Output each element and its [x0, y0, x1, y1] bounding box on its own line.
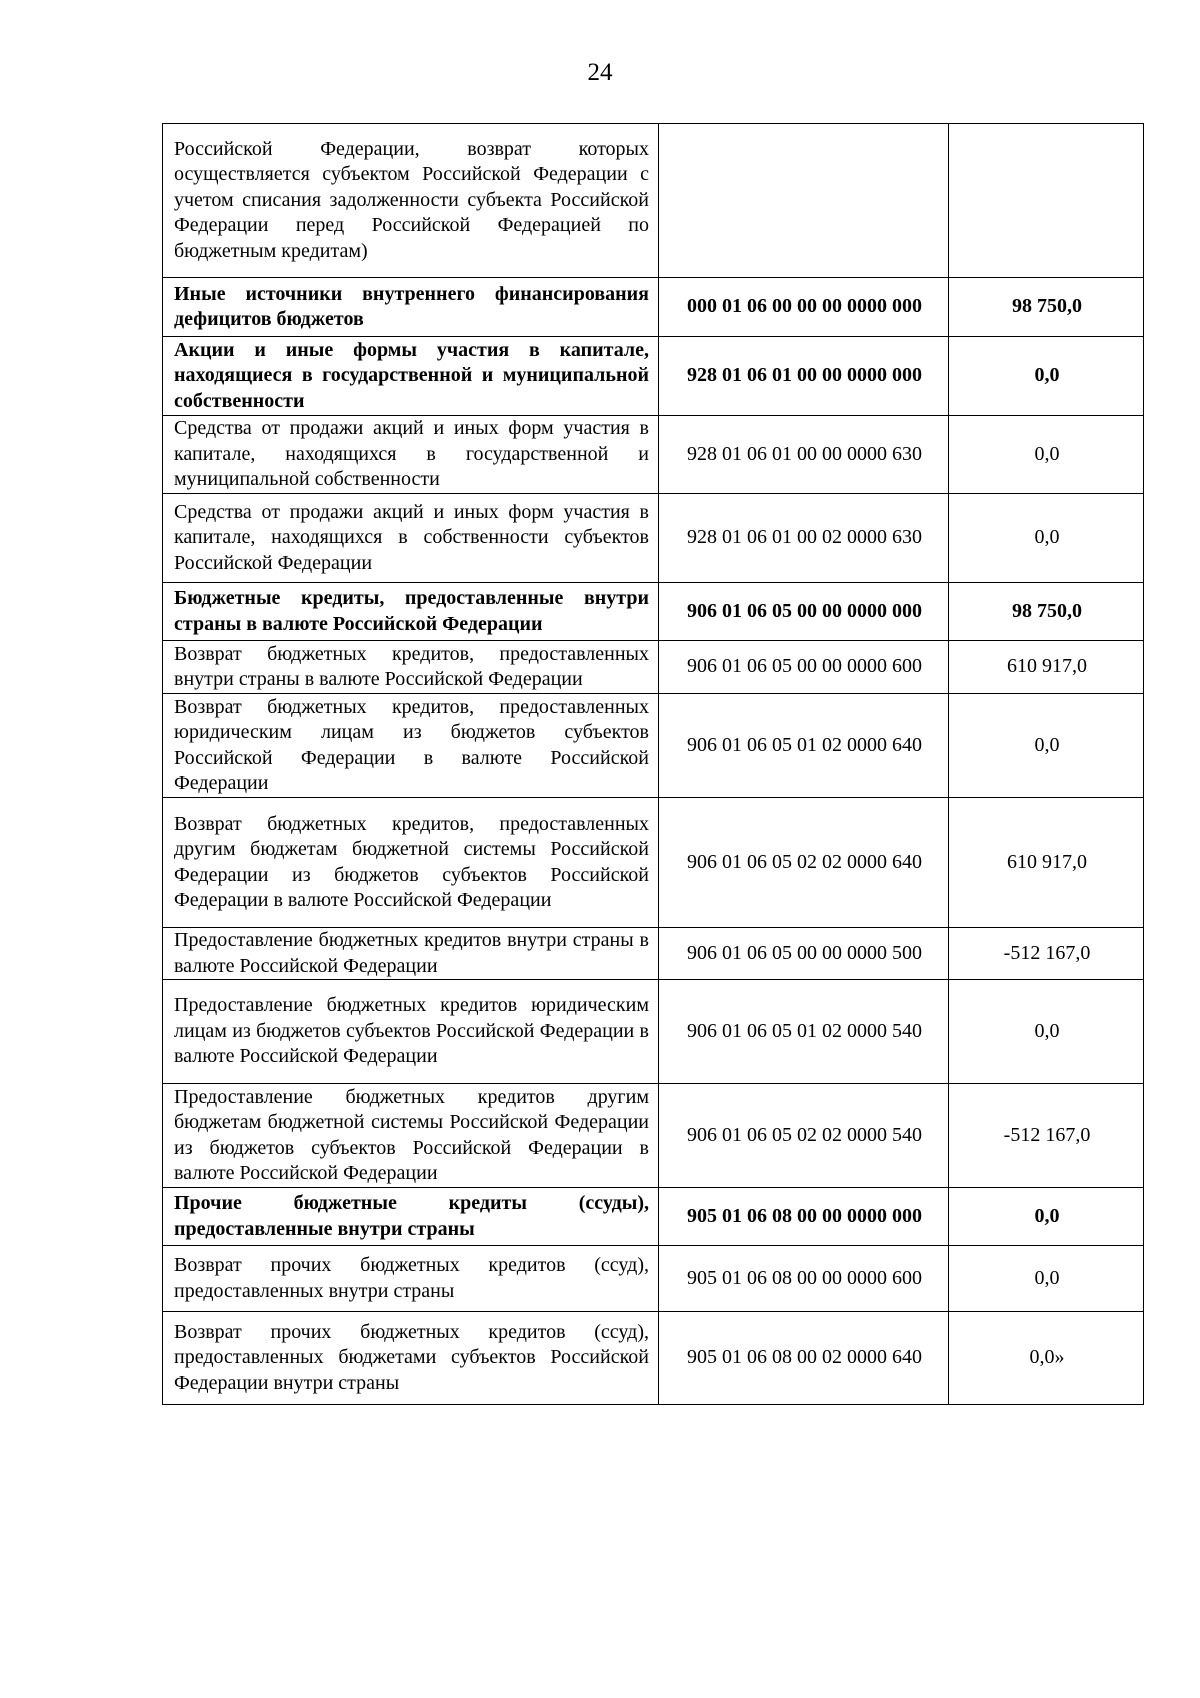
- table-row: [163, 694, 1144, 798]
- row-amount: 0,0: [949, 416, 1144, 494]
- table-row: [163, 583, 1144, 641]
- table-row: [163, 980, 1144, 1084]
- row-code: 906 01 06 05 00 00 0000 500: [659, 928, 949, 980]
- table-row: [163, 337, 1144, 416]
- row-amount: -512 167,0: [949, 1084, 1144, 1188]
- row-amount: -512 167,0: [949, 928, 1144, 980]
- table-row: [163, 798, 1144, 928]
- row-amount: 98 750,0: [949, 583, 1144, 641]
- table-row: [163, 1246, 1144, 1312]
- row-amount: [949, 124, 1144, 278]
- row-name: Предоставление бюджетных кредитов юридическим лицам из бюджетов субъектов Российской Федерации в валюте Российской Федерации: [163, 980, 659, 1084]
- row-name: Средства от продажи акций и иных форм участия в капитале, находящихся в государственной и муниципальной собственности: [163, 416, 659, 494]
- row-amount: 610 917,0: [949, 641, 1144, 694]
- row-code: 928 01 06 01 00 02 0000 630: [659, 494, 949, 583]
- row-amount: 0,0: [949, 980, 1144, 1084]
- row-amount: 0,0»: [949, 1312, 1144, 1405]
- row-name: Предоставление бюджетных кредитов внутри страны в валюте Российской Федерации: [163, 928, 659, 980]
- page-number: 24: [587, 59, 613, 86]
- row-name: Возврат бюджетных кредитов, предоставленных другим бюджетам бюджетной системы Российской Федерации из бюджетов субъектов Российской Федерации в валюте Российской Федерации: [163, 798, 659, 928]
- row-amount: 0,0: [949, 1188, 1144, 1246]
- row-name: Средства от продажи акций и иных форм участия в капитале, находящихся в собственности субъектов Российской Федерации: [163, 494, 659, 583]
- row-amount: 610 917,0: [949, 798, 1144, 928]
- table-row: [163, 1312, 1144, 1405]
- row-name: Возврат бюджетных кредитов, предоставленных внутри страны в валюте Российской Федерации: [163, 641, 659, 694]
- row-code: 906 01 06 05 00 00 0000 000: [659, 583, 949, 641]
- row-name: Бюджетные кредиты, предоставленные внутри страны в валюте Российской Федерации: [163, 583, 659, 641]
- row-amount: 0,0: [949, 494, 1144, 583]
- row-name: Российской Федерации, возврат которых осуществляется субъектом Российской Федерации с учетом списания задолженности субъекта Российской Федерации перед Российской Федерацией по бюджетным кредитам): [163, 124, 659, 278]
- row-name: Возврат бюджетных кредитов, предоставленных юридическим лицам из бюджетов субъектов Российской Федерации в валюте Российской Федерации: [163, 694, 659, 798]
- table-row: [163, 641, 1144, 694]
- row-code: 906 01 06 05 02 02 0000 640: [659, 798, 949, 928]
- row-code: 905 01 06 08 00 02 0000 640: [659, 1312, 949, 1405]
- table-row: [163, 278, 1144, 337]
- table-row: [163, 928, 1144, 980]
- row-amount: 0,0: [949, 1246, 1144, 1312]
- row-amount: 98 750,0: [949, 278, 1144, 337]
- row-name: Акции и иные формы участия в капитале, находящиеся в государственной и муниципальной собственности: [163, 337, 659, 416]
- table-row: [163, 1188, 1144, 1246]
- row-code: 905 01 06 08 00 00 0000 000: [659, 1188, 949, 1246]
- row-code: 906 01 06 05 01 02 0000 640: [659, 694, 949, 798]
- row-name: Предоставление бюджетных кредитов другим бюджетам бюджетной системы Российской Федерации из бюджетов субъектов Российской Федерации в валюте Российской Федерации: [163, 1084, 659, 1188]
- table-row: [163, 124, 1144, 278]
- table-row: [163, 416, 1144, 494]
- row-name: Иные источники внутреннего финансирования дефицитов бюджетов: [163, 278, 659, 337]
- row-amount: 0,0: [949, 337, 1144, 416]
- table-row: [163, 494, 1144, 583]
- row-code: 928 01 06 01 00 00 0000 000: [659, 337, 949, 416]
- row-code: 928 01 06 01 00 00 0000 630: [659, 416, 949, 494]
- budget-sources-table: [162, 123, 1144, 1405]
- row-amount: 0,0: [949, 694, 1144, 798]
- row-code: 905 01 06 08 00 00 0000 600: [659, 1246, 949, 1312]
- row-name: Возврат прочих бюджетных кредитов (ссуд), предоставленных внутри страны: [163, 1246, 659, 1312]
- row-code: [659, 124, 949, 278]
- row-name: Возврат прочих бюджетных кредитов (ссуд), предоставленных бюджетами субъектов Российской Федерации внутри страны: [163, 1312, 659, 1405]
- row-code: 906 01 06 05 02 02 0000 540: [659, 1084, 949, 1188]
- row-name: Прочие бюджетные кредиты (ссуды), предоставленные внутри страны: [163, 1188, 659, 1246]
- row-code: 906 01 06 05 01 02 0000 540: [659, 980, 949, 1084]
- row-code: 000 01 06 00 00 00 0000 000: [659, 278, 949, 337]
- row-code: 906 01 06 05 00 00 0000 600: [659, 641, 949, 694]
- table-row: [163, 1084, 1144, 1188]
